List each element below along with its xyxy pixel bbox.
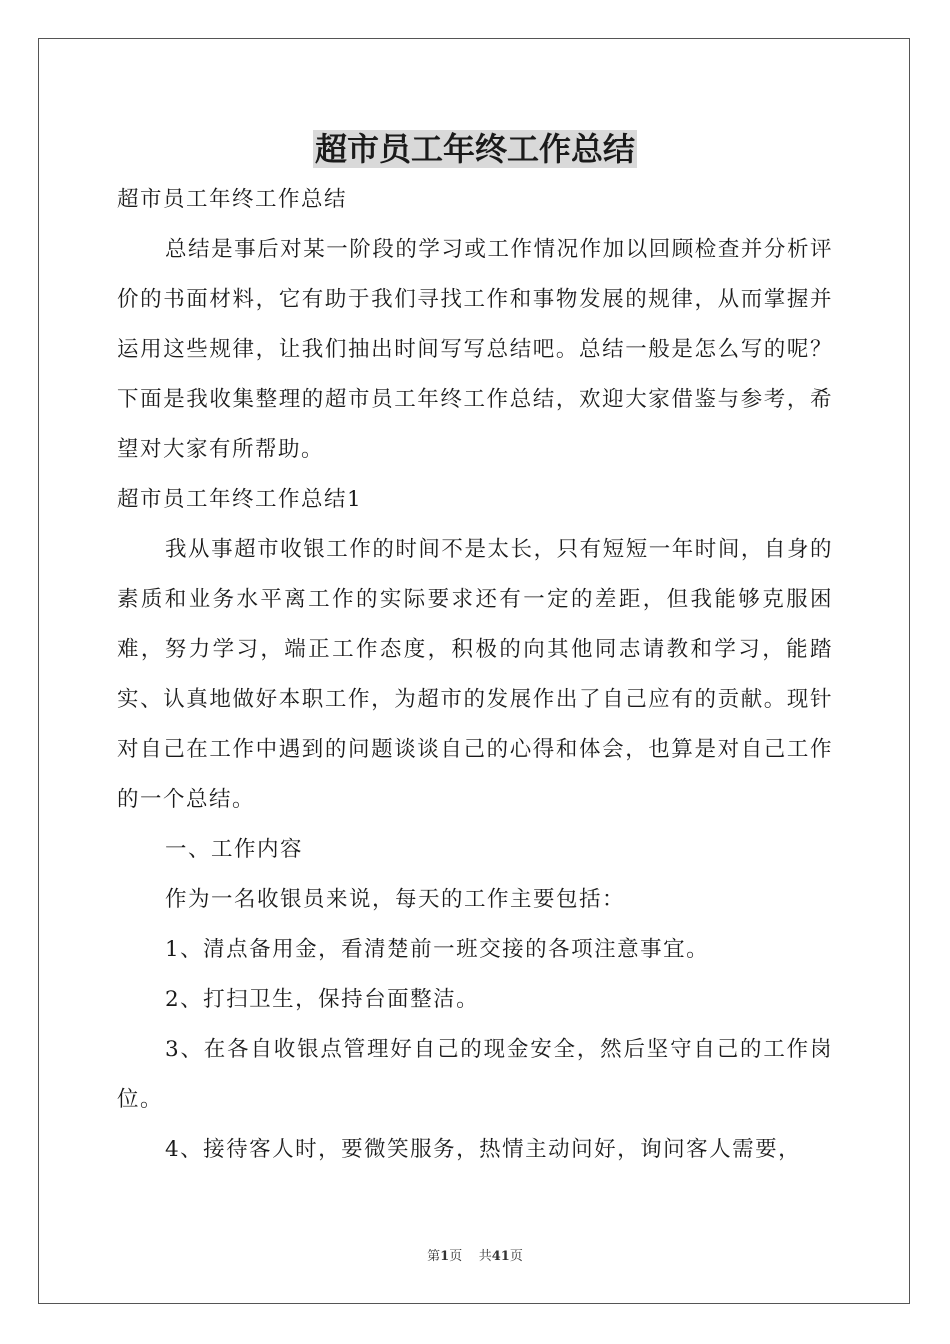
total-suffix: 页 <box>509 1249 523 1264</box>
paragraph: 作为一名收银员来说，每天的工作主要包括： <box>165 887 626 912</box>
paragraph: 1、清点备用金，看清楚前一班交接的各项注意事宜。 <box>165 937 710 962</box>
paragraph: 4、接待客人时，要微笑服务，热情主动问好，询问客人需要， <box>165 1137 802 1162</box>
paragraph: 我从事超市收银工作的时间不是太长，只有短短一年时间，自身的素质和业务水平离工作的实际要求还有一定的差距，但我能够克服困难，努力学习，端正工作态度，积极的向其他同志请教和学习，能踏实、认真地做好本职工作，为超市的发展作出了自己应有的贡献。现针对自己在工作中遇到的问题谈谈自己的心得和体会，也算是对自己工作的一个总结。 <box>117 537 833 812</box>
page-footer <box>0 1245 950 1264</box>
document-title-text: 超市员工年终工作总结 <box>314 130 635 168</box>
paragraph: 总结是事后对某一阶段的学习或工作情况作加以回顾检查并分析评价的书面材料，它有助于我们寻找工作和事物发展的规律，从而掌握并运用这些规律，让我们抽出时间写写总结吧。总结一般是怎么写的呢？下面是我收集整理的超市员工年终工作总结，欢迎大家借鉴与参考，希望对大家有所帮助。 <box>117 237 833 462</box>
document-title <box>0 124 950 174</box>
paragraph: 一、工作内容 <box>165 837 304 862</box>
page-number: 1 <box>440 1249 450 1264</box>
paragraph: 超市员工年终工作总结1 <box>117 487 363 512</box>
paragraph: 超市员工年终工作总结 <box>117 187 348 212</box>
page-prefix: 第 <box>427 1249 441 1264</box>
document-body <box>117 175 833 1175</box>
paragraph: 2、打扫卫生，保持台面整洁。 <box>165 987 480 1012</box>
page-total: 41 <box>491 1249 510 1264</box>
page-suffix: 页 <box>449 1249 463 1264</box>
total-prefix: 共 <box>478 1249 492 1264</box>
paragraph: 3、在各自收银点管理好自己的现金安全，然后坚守自己的工作岗位。 <box>117 1037 833 1112</box>
